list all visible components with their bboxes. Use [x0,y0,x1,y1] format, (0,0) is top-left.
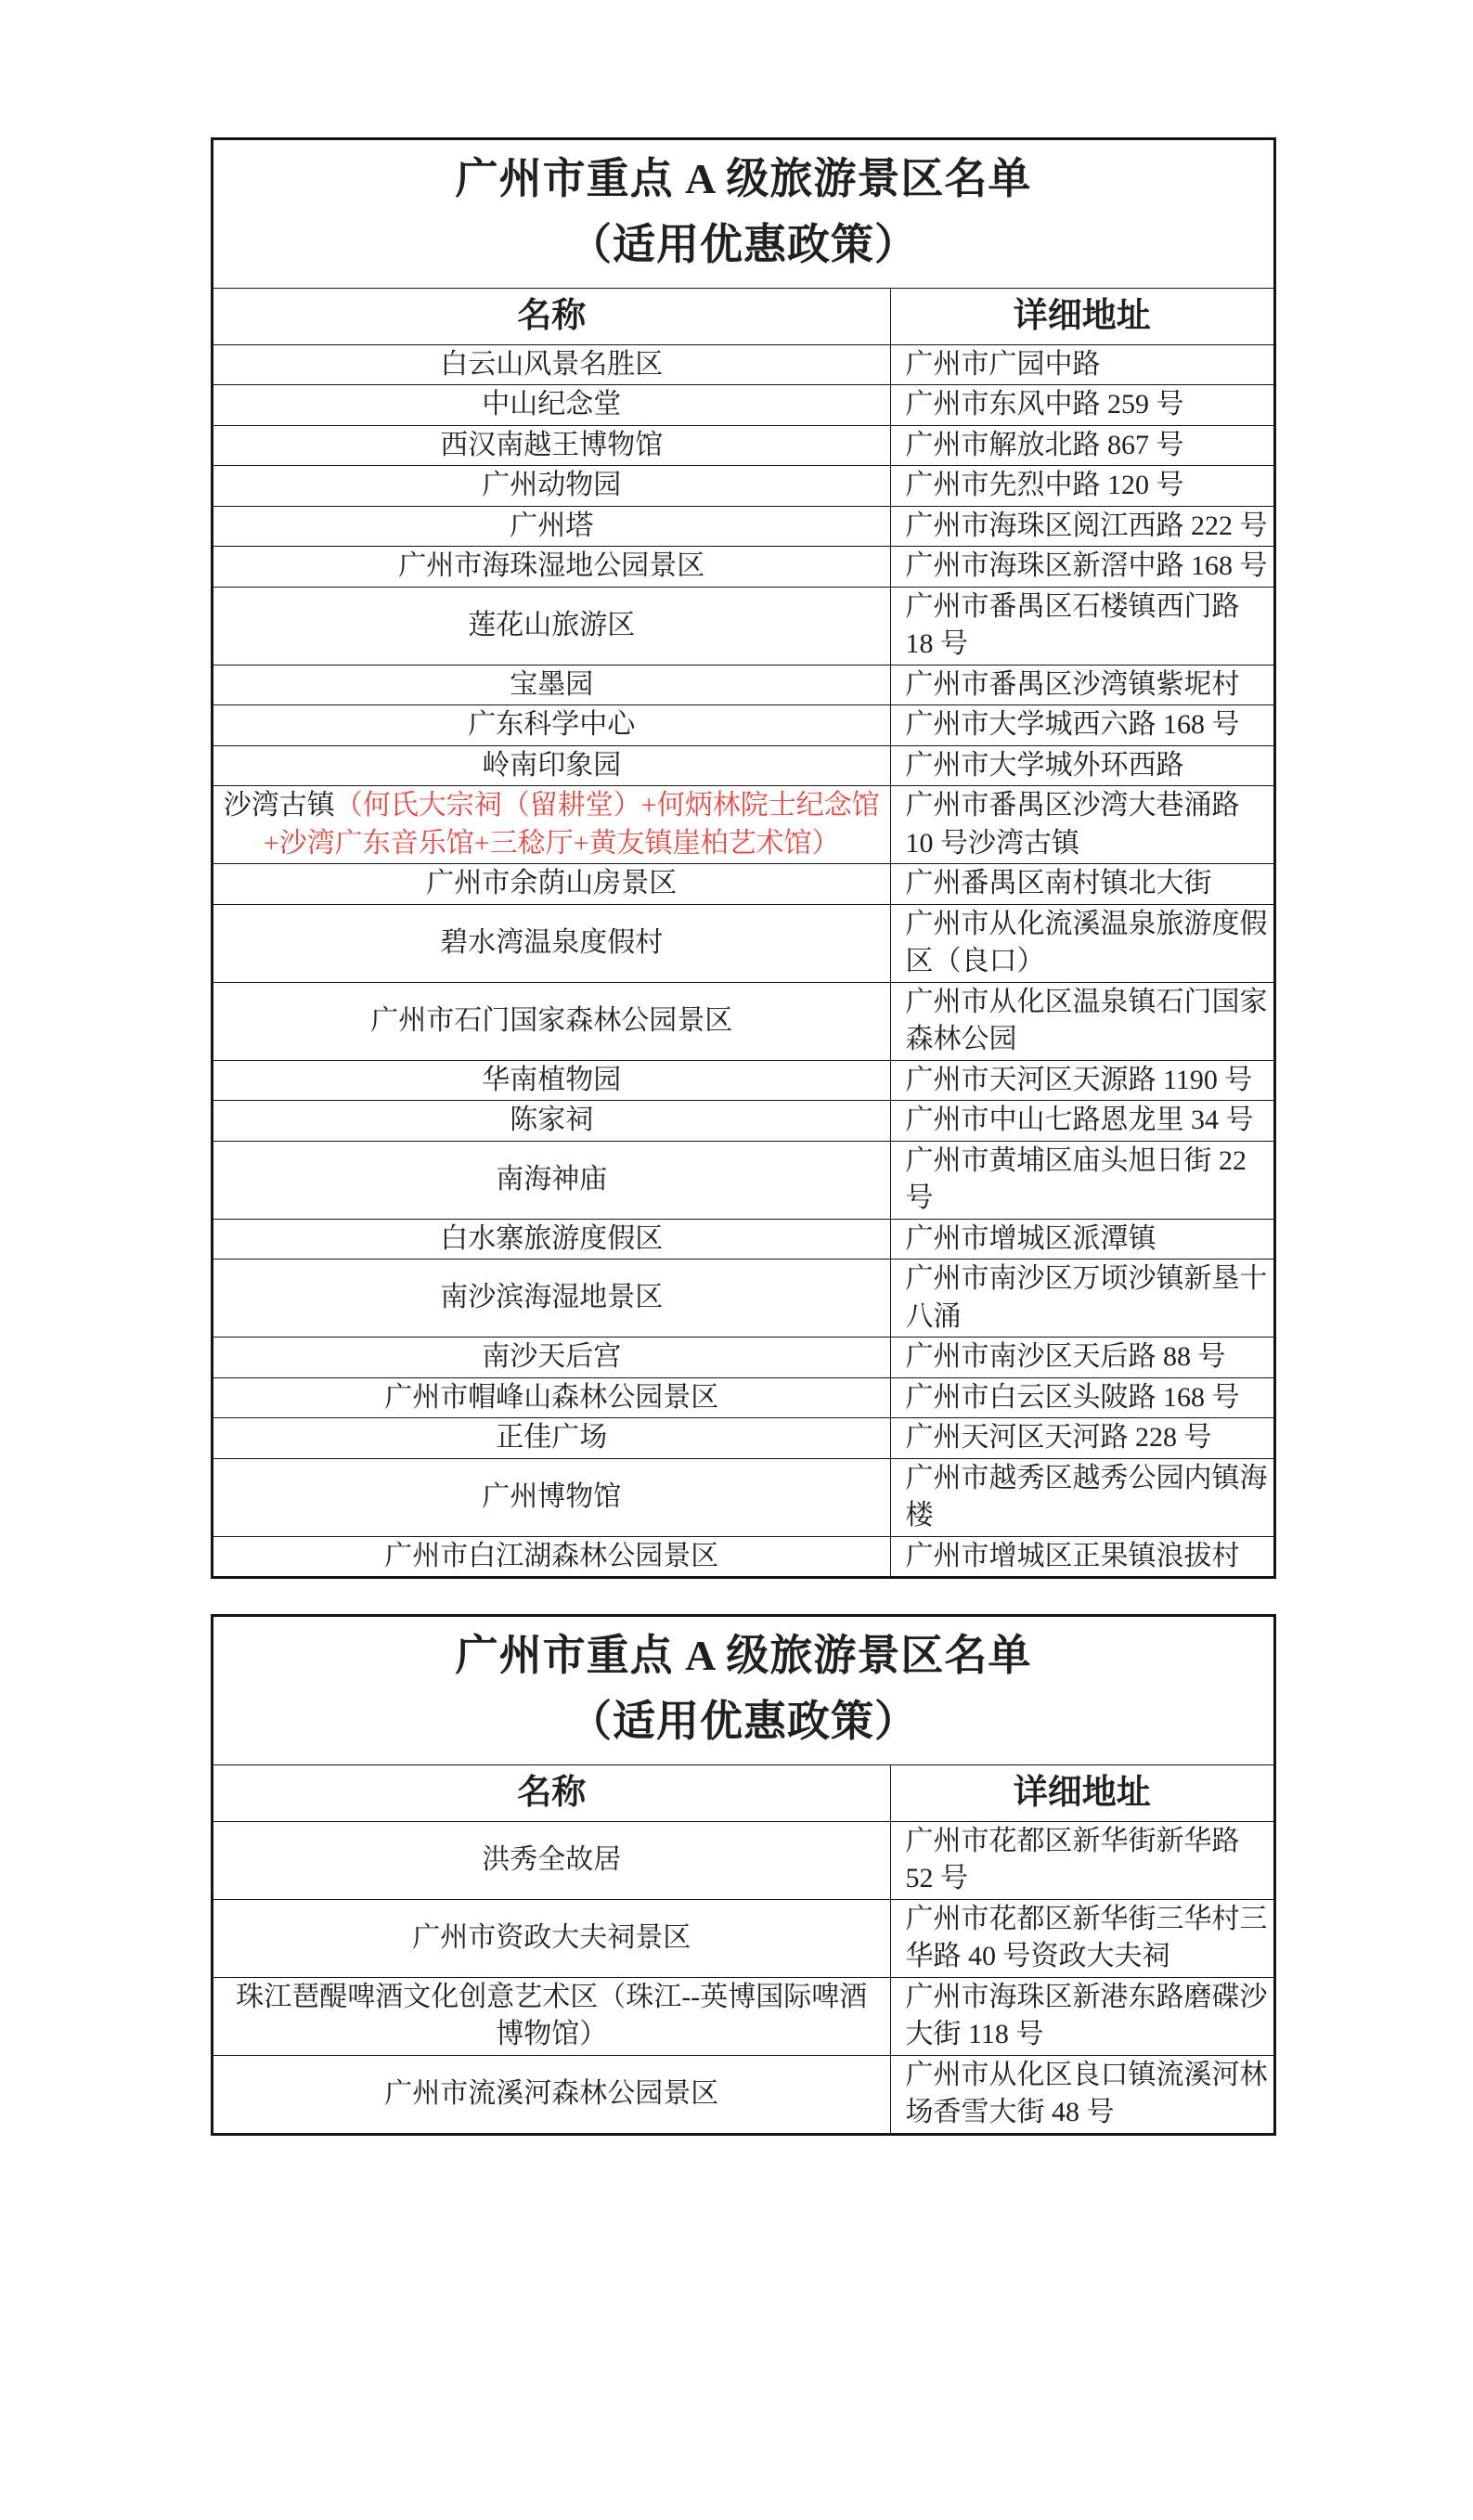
attraction-address-cell [890,1101,1275,1142]
attraction-name-cell [213,1377,891,1418]
attraction-address: 广州天河区天河路 228 号 [905,1422,1212,1454]
table-row [213,1899,1275,1977]
attraction-address: 广州市先烈中路 120 号 [905,470,1184,501]
attraction-address-cell [890,904,1275,982]
table-1-body [213,344,1275,1578]
table-row [213,466,1275,507]
attraction-address: 广州市南沙区万顷沙镇新垦十八涌 [905,1263,1268,1332]
table-row [213,1536,1275,1578]
table-1-column-header-name: 名称 [213,288,891,344]
attraction-address-cell [890,1060,1275,1101]
attraction-address-cell [890,1141,1275,1219]
attraction-name: 广州塔 [510,510,594,541]
attraction-address-cell [890,1338,1275,1378]
attraction-address: 广州市增城区正果镇浪拔村 [905,1540,1240,1571]
attraction-name-cell [213,344,891,385]
attraction-name: 广州博物馆 [482,1480,622,1512]
attraction-name: 珠江琶醍啤酒文化创意艺术区（珠江--英博国际啤酒博物馆） [236,1981,868,2050]
attraction-address-cell [890,1418,1275,1459]
attraction-address: 广州市大学城西六路 168 号 [905,709,1240,741]
attraction-name-cell [213,425,891,466]
table-row [213,1821,1275,1899]
table-row [213,344,1275,385]
attraction-address: 广州市天河区天源路 1190 号 [905,1064,1253,1095]
attraction-name: 广州市帽峰山森林公园景区 [384,1381,719,1413]
table-row [213,1977,1275,2055]
attraction-name-cell [213,385,891,426]
table-row [213,1458,1275,1536]
attraction-address-cell [890,385,1275,426]
table-row [213,1219,1275,1260]
attraction-name: 岭南印象园 [482,749,622,781]
attraction-address-cell [890,1260,1275,1338]
table-row [213,1060,1275,1101]
attraction-address-cell [890,864,1275,905]
attraction-name: 白水寨旅游度假区 [440,1222,664,1254]
attraction-name: 南沙天后宫 [482,1341,622,1373]
attraction-address-cell [890,1899,1275,1977]
attraction-address-cell [890,1377,1275,1418]
table-row [213,425,1275,466]
attraction-name: 中山纪念堂 [482,389,622,420]
attraction-name-cell [213,1977,891,2055]
table-2-title-row [213,1616,1275,1765]
attraction-name-cell [213,466,891,507]
attraction-name-cell [213,587,891,665]
attraction-name: 广州市白江湖森林公园景区 [384,1540,719,1571]
table-2-title-line2: （适用优惠政策） [569,1698,918,1746]
table-2-header-row [213,1764,1275,1821]
table-1-title-line1: 广州市重点 A 级旅游景区名单 [455,155,1032,202]
attraction-address: 广州市海珠区新港东路磨碟沙大街 118 号 [905,1981,1268,2050]
table-1-header-row [213,288,1275,344]
attraction-address-cell [890,2055,1275,2134]
attraction-name-highlight: （何氏大宗祠（留耕堂）+何炳林院士纪念馆+沙湾广东音乐馆+三稔厅+黄友镇崖柏艺术馆） [263,790,880,859]
attraction-name: 碧水湾温泉度假村 [440,926,664,958]
attraction-name: 宝墨园 [510,668,594,700]
attraction-name-cell [213,1101,891,1142]
table-1-title-line2: （适用优惠政策） [569,221,918,269]
attraction-name: 白云山风景名胜区 [440,348,664,380]
attraction-name-cell [213,705,891,746]
attraction-address-cell [890,425,1275,466]
attraction-name: 南沙滨海湿地景区 [440,1282,664,1313]
attraction-name: 广州市余荫山房景区 [426,868,678,899]
attraction-address: 广州市海珠区新滘中路 168 号 [905,550,1268,582]
attraction-address: 广州市南沙区天后路 88 号 [905,1341,1226,1373]
attraction-address: 广州市从化区良口镇流溪河林场香雪大街 48 号 [905,2059,1268,2128]
attraction-name: 洪秀全故居 [482,1844,622,1876]
table-row [213,1141,1275,1219]
table-1-title-cell [213,139,1275,289]
table-2-column-header-address: 详细地址 [890,1764,1275,1821]
table-row [213,547,1275,588]
attraction-name: 广东科学中心 [468,709,636,741]
table-1-column-header-address: 详细地址 [890,288,1275,344]
table-2-title-cell [213,1616,1275,1765]
table-row [213,705,1275,746]
table-row [213,587,1275,665]
attraction-address-cell [890,1977,1275,2055]
attraction-address: 广州市花都区新华街三华村三华路 40 号资政大夫祠 [905,1903,1268,1972]
attraction-address: 广州市解放北路 867 号 [905,429,1184,460]
table-row [213,385,1275,426]
attraction-name-cell [213,1141,891,1219]
attraction-address-cell [890,344,1275,385]
attraction-address-cell [890,1458,1275,1536]
table-row [213,864,1275,905]
table-row [213,1260,1275,1338]
attraction-address: 广州市黄埔区庙头旭日街 22 号 [905,1144,1247,1214]
attraction-address-cell [890,547,1275,588]
attraction-name-cell [213,1536,891,1578]
attraction-address: 广州市从化流溪温泉旅游度假区（良口） [905,908,1268,977]
attraction-address: 广州市东风中路 259 号 [905,389,1184,420]
attraction-name: 广州动物园 [482,470,622,501]
attraction-name-cell [213,1458,891,1536]
attraction-name: 沙湾古镇 [223,790,335,821]
attraction-name: 南海神庙 [496,1163,608,1195]
table-row [213,1338,1275,1378]
attraction-name-cell [213,506,891,547]
attraction-address-cell [890,466,1275,507]
attraction-name-cell [213,665,891,705]
attraction-name: 华南植物园 [482,1064,622,1095]
attraction-address: 广州市番禺区沙湾镇紫坭村 [905,668,1240,700]
table-row [213,665,1275,705]
attraction-address-cell [890,982,1275,1060]
attraction-name: 西汉南越王博物馆 [440,429,664,460]
table-2-title-line1: 广州市重点 A 级旅游景区名单 [455,1632,1032,1680]
attraction-name: 广州市资政大夫祠景区 [412,1922,691,1954]
attraction-address: 广州市花都区新华街新华路 52 号 [905,1825,1240,1894]
attraction-address: 广州市大学城外环西路 [905,749,1184,781]
table-1-title-row [213,139,1275,289]
table-row [213,786,1275,864]
attraction-address-cell [890,1536,1275,1578]
attraction-name: 正佳广场 [496,1422,608,1454]
attraction-address: 广州市海珠区阅江西路 222 号 [905,510,1268,541]
attraction-address-cell [890,745,1275,786]
attraction-name-cell [213,1338,891,1378]
attraction-name-cell [213,904,891,982]
attraction-address: 广州市白云区头陂路 168 号 [905,1381,1240,1413]
table-2-column-header-name: 名称 [213,1764,891,1821]
attraction-address: 广州市越秀区越秀公园内镇海楼 [905,1462,1268,1531]
attraction-name-cell [213,1899,891,1977]
table-row [213,506,1275,547]
attraction-name: 广州市海珠湿地公园景区 [398,550,705,582]
attraction-address-cell [890,705,1275,746]
attraction-address: 广州市番禺区石楼镇西门路 18 号 [905,590,1240,660]
table-row [213,1101,1275,1142]
attraction-address-cell [890,587,1275,665]
table-row [213,982,1275,1060]
scenic-spots-table-2 [211,1614,1276,2136]
attraction-address-cell [890,1821,1275,1899]
scenic-spots-table-1 [211,137,1276,1579]
attraction-name-cell [213,1060,891,1101]
attraction-address: 广州市从化区温泉镇石门国家森林公园 [905,986,1268,1055]
attraction-address: 广州番禺区南村镇北大街 [905,868,1212,899]
attraction-name: 广州市流溪河森林公园景区 [384,2078,719,2110]
attraction-address: 广州市广园中路 [905,348,1101,380]
attraction-name-cell [213,745,891,786]
attraction-address: 广州市增城区派潭镇 [905,1222,1156,1254]
attraction-address-cell [890,786,1275,864]
attraction-name-cell [213,864,891,905]
attraction-address-cell [890,506,1275,547]
attraction-address: 广州市中山七路恩龙里 34 号 [905,1105,1254,1136]
attraction-name-cell [213,1260,891,1338]
attraction-address: 广州市番禺区沙湾大巷涌路 10 号沙湾古镇 [905,790,1240,859]
attraction-name-cell [213,1821,891,1899]
attraction-name: 陈家祠 [510,1105,594,1136]
table-2-body [213,1821,1275,2134]
attraction-name-cell [213,547,891,588]
attraction-address-cell [890,665,1275,705]
table-row [213,1377,1275,1418]
attraction-address-cell [890,1219,1275,1260]
attraction-name: 莲花山旅游区 [468,609,636,640]
attraction-name-cell [213,1418,891,1459]
attraction-name-cell [213,2055,891,2134]
attraction-name-cell [213,1219,891,1260]
attraction-name-cell [213,982,891,1060]
table-row [213,745,1275,786]
attraction-name: 广州市石门国家森林公园景区 [370,1004,733,1036]
table-row [213,2055,1275,2134]
table-row [213,904,1275,982]
table-row [213,1418,1275,1459]
attraction-name-cell [213,786,891,864]
